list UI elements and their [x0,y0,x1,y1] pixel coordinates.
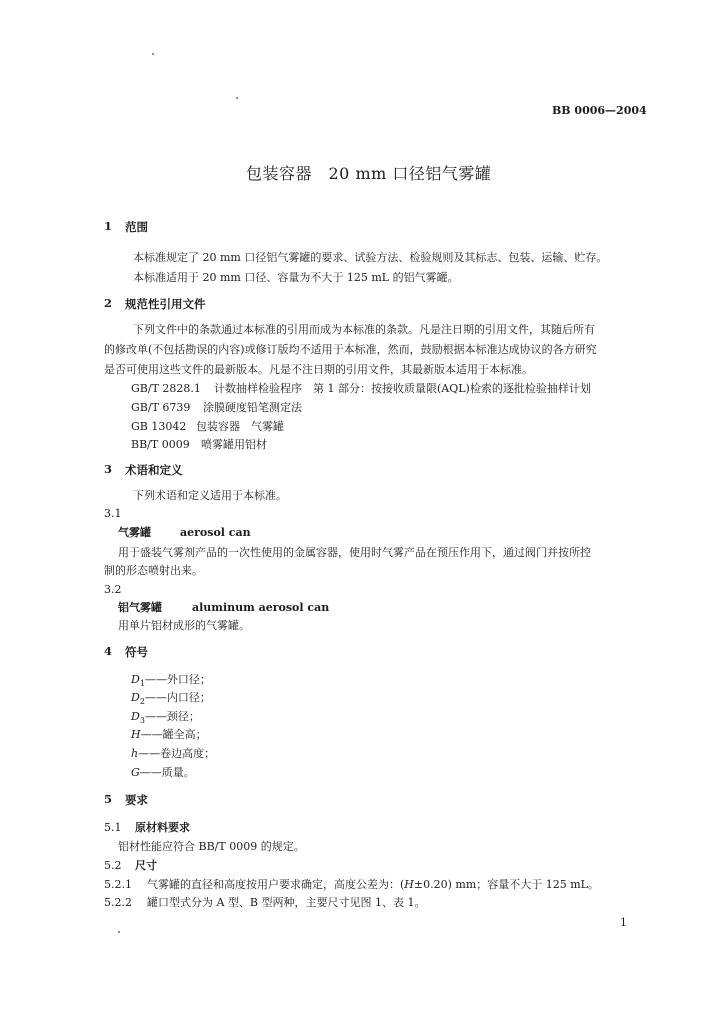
term-english: aluminum aerosol can [192,601,330,614]
symbol-description: ——内口径； [144,691,211,704]
section-4-number: 4 [104,644,113,658]
symbol-subscript: 3 [139,716,145,726]
symbol-entry [131,763,195,783]
paragraph: 本标准规定了 20 mm 口径铝气雾罐的要求、试验方法、检验规则及其标志、包装、运输、贮存。 [133,251,608,264]
symbol-description: ——外口径； [144,673,211,686]
section-5-heading: 要求 [125,793,148,807]
clause-text-part: ±0.20) mm；容量不大于 125 mL。 [413,878,599,891]
reference-code: GB/T 2828.1 [131,382,201,395]
symbol: D [131,710,140,723]
term-definition: 用于盛装气雾剂产品的一次性使用的金属容器，使用时气雾产品在预压作用下，通过阀门并按所控 [118,546,591,559]
section-2-number: 2 [104,296,113,310]
term-name: 铝气雾罐 [118,601,162,614]
term-definition: 制的形态喷射出来。 [104,564,203,577]
subsection-number: 5.2 [104,859,122,872]
symbol: h [131,747,139,760]
reference-title: 包装容器 气雾罐 [196,420,284,433]
reference-code: GB/T 6739 [131,401,191,414]
section-1-heading: 范围 [125,220,148,234]
subsection-heading: 尺寸 [135,859,157,872]
term-number: 3.2 [104,583,122,596]
paragraph-line: 下列文件中的条款通过本标准的引用而成为本标准的条款。凡是注日期的引用文件，其随后所有 [133,323,595,336]
symbol: H [404,878,414,891]
section-5-number: 5 [104,792,113,806]
section-4-heading: 符号 [125,645,148,659]
section-3-heading: 术语和定义 [125,463,183,477]
subsection-number: 5.1 [104,821,122,834]
symbol-description: ——质量。 [139,766,195,779]
page-number: 1 [620,916,627,929]
clause-number: 5.2.1 [104,878,132,891]
clause-text: 罐口型式分为 A 型、B 型两种，主要尺寸见图 1、表 1。 [147,896,426,909]
term-definition: 用单片铝材成形的气雾罐。 [118,619,250,632]
term-english: aerosol can [180,526,251,539]
term-number: 3.1 [104,507,122,520]
scan-speck [118,931,120,933]
symbol-description: ——卷边高度； [138,747,216,760]
section-3-number: 3 [104,462,113,476]
symbol: H [131,728,141,741]
symbol-entry [131,725,207,745]
section-2-heading: 规范性引用文件 [125,297,206,311]
symbol-description: ——罐全高； [140,728,207,741]
paragraph: 本标准适用于 20 mm 口径、容量为不大于 125 mL 的铝气雾罐。 [133,271,459,284]
scan-speck [152,53,154,55]
symbol-subscript: 1 [139,679,145,689]
symbol: D [131,673,140,686]
document-title: 包装容器 20 mm 口径铝气雾罐 [246,164,492,183]
clause-text-part: 气雾罐的直径和高度按用户要求确定，高度公差为：( [147,878,405,891]
paragraph: 下列术语和定义适用于本标准。 [133,489,287,502]
reference-title: 计数抽样检验程序 第 1 部分：按接收质量限(AQL)检索的逐批检验抽样计划 [214,382,591,395]
symbol: D [131,691,140,704]
term-name: 气雾罐 [118,526,151,539]
subsection-heading: 原材料要求 [135,821,190,834]
paragraph: 铝材性能应符合 BB/T 0009 的规定。 [118,840,305,853]
clause-text [147,875,599,895]
reference-code: GB 13042 [131,420,187,433]
symbol: G [131,766,140,779]
symbol-entry [131,744,215,764]
section-1-number: 1 [104,219,113,233]
paragraph-line: 的修改单(不包括勘误的内容)或修订版均不适用于本标准，然而，鼓励根据本标准达成协议的各方研究 [104,343,597,356]
scan-speck [236,97,238,99]
reference-title: 喷雾罐用铝材 [201,438,267,451]
symbol-subscript: 2 [139,697,145,707]
clause-number: 5.2.2 [104,896,132,909]
paragraph-line: 是否可使用这些文件的最新版本。凡是不注日期的引用文件，其最新版本适用于本标准。 [104,363,533,376]
reference-code: BB/T 0009 [131,438,190,451]
reference-title: 涂膜硬度铅笔测定法 [203,401,302,414]
standard-number: BB 0006—2004 [552,104,647,117]
symbol-description: ——颈径； [144,710,200,723]
